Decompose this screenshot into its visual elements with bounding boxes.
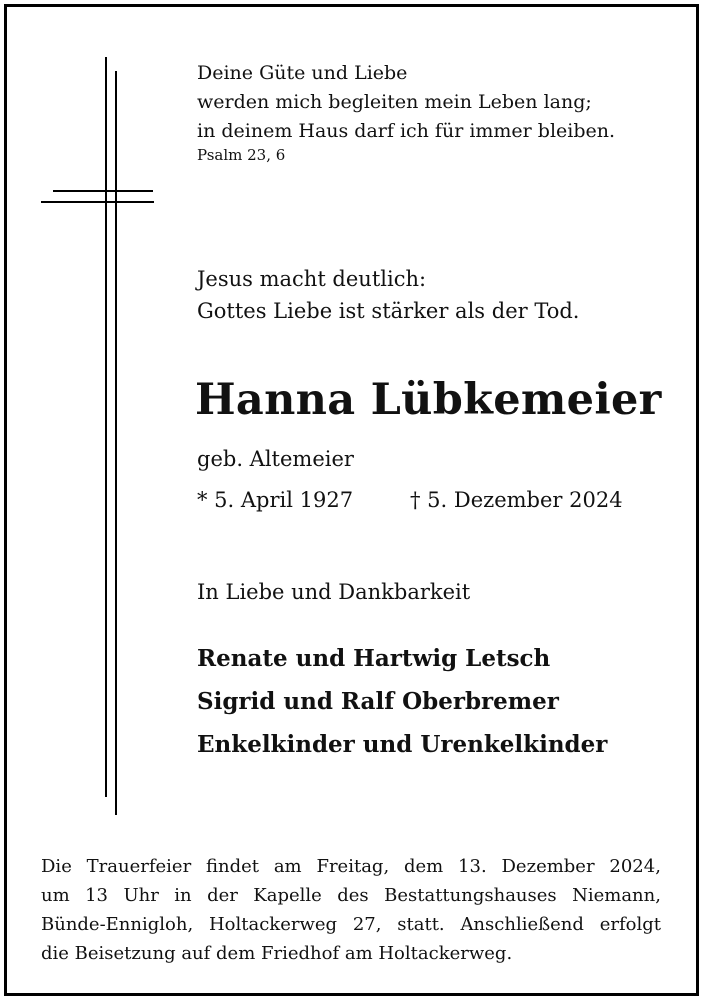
deceased-name: Hanna Lübkemeier (195, 375, 662, 425)
funeral-notice (41, 852, 661, 968)
funeral-notice-line (41, 881, 661, 910)
funeral-notice-line (41, 852, 661, 881)
birth-name: geb. Altemeier (197, 447, 354, 471)
motto-line: Jesus macht deutlich: (197, 267, 427, 291)
verse-line: in deinem Haus darf ich für immer bleiben. (197, 120, 616, 142)
notice-word: am (273, 856, 302, 877)
notice-word: dem (403, 856, 444, 877)
funeral-notice-line (41, 910, 661, 939)
mourners-list (197, 637, 607, 766)
verse-line: werden mich begleiten mein Leben lang; (197, 91, 592, 113)
notice-word: findet (206, 856, 260, 877)
mourner-entry: Renate und Hartwig Letsch (197, 645, 551, 672)
verse-line: Deine Güte und Liebe (197, 62, 408, 84)
cross-horizontal-line (41, 201, 154, 203)
notice-word: Holtackerweg (208, 914, 338, 935)
notice-word: in (174, 885, 192, 906)
notice-word: Freitag, (316, 856, 390, 877)
notice-word: des (337, 885, 369, 906)
notice-word: Bestattungshauses (384, 885, 557, 906)
motto (197, 263, 579, 327)
funeral-notice-line: die Beisetzung auf dem Friedhof am Holtackerweg. (41, 943, 513, 964)
cross-horizontal-line (53, 190, 153, 192)
obituary-frame (4, 4, 699, 996)
mourner-entry: Enkelkinder und Urenkelkinder (197, 731, 608, 758)
notice-word: Trauerfeier (86, 856, 192, 877)
notice-word: 2024, (609, 856, 661, 877)
notice-word: Kapelle (253, 885, 322, 906)
notice-word: statt. (397, 914, 445, 935)
notice-word: Die (41, 856, 72, 877)
notice-word: erfolgt (599, 914, 661, 935)
notice-word: 13 (85, 885, 109, 906)
birth-date: * 5. April 1927 (197, 488, 354, 512)
cross-vertical-line (105, 57, 107, 797)
notice-word: Niemann, (572, 885, 661, 906)
cross-vertical-line (115, 71, 117, 815)
notice-word: Bünde-Ennigloh, (41, 914, 194, 935)
notice-word: Dezember (501, 856, 595, 877)
death-date: † 5. Dezember 2024 (410, 488, 623, 512)
psalm-verse (197, 59, 615, 146)
notice-word: Anschließend (460, 914, 584, 935)
mourner-entry: Sigrid und Ralf Oberbremer (197, 688, 559, 715)
verse-reference: Psalm 23, 6 (197, 146, 286, 164)
notice-word: der (207, 885, 238, 906)
notice-word: 27, (352, 914, 382, 935)
notice-word: um (41, 885, 70, 906)
motto-line: Gottes Liebe ist stärker als der Tod. (197, 299, 580, 323)
thanks-line: In Liebe und Dankbarkeit (197, 580, 471, 604)
notice-word: Uhr (123, 885, 159, 906)
notice-word: 13. (458, 856, 487, 877)
